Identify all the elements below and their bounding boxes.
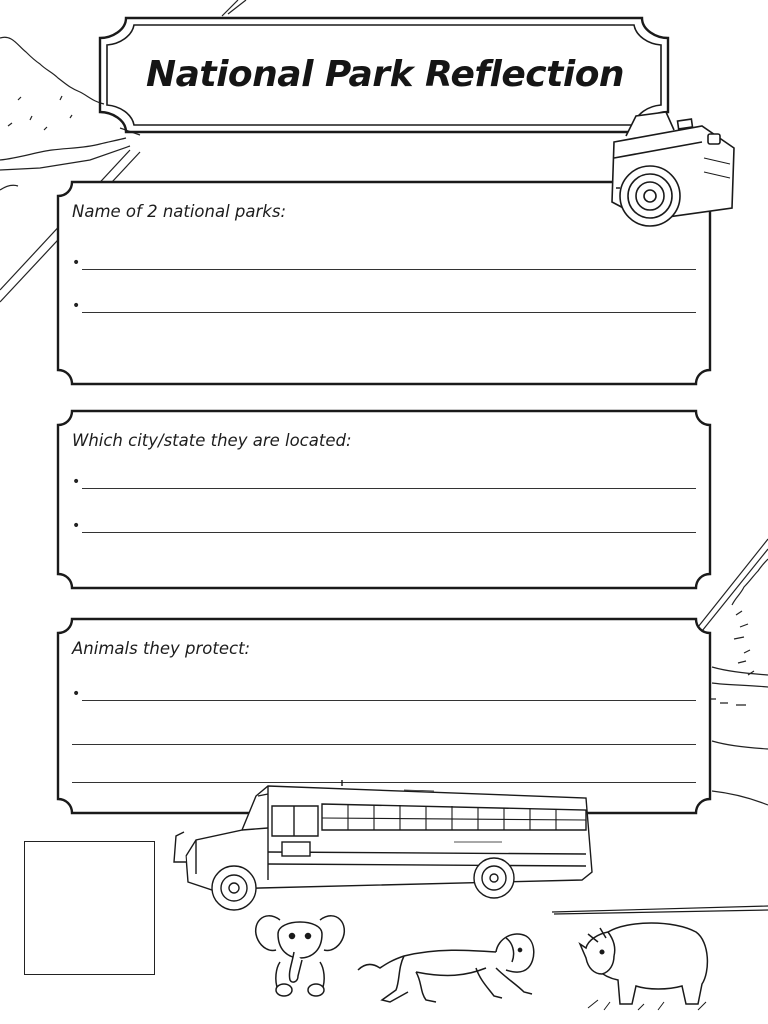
bullet-mark: • — [72, 255, 81, 271]
camera-icon — [606, 108, 740, 230]
answer-line[interactable] — [72, 687, 696, 701]
elephant-icon — [252, 906, 348, 998]
question-box-location — [56, 409, 712, 590]
page-title: National Park Reflection — [145, 54, 625, 95]
answer-line[interactable] — [72, 519, 696, 533]
school-bus-icon — [172, 776, 596, 914]
bullet-mark: • — [72, 474, 81, 490]
answer-line[interactable] — [72, 731, 696, 745]
drawing-box[interactable] — [24, 841, 155, 975]
bullet-mark: • — [72, 298, 81, 314]
divider-lines — [548, 904, 768, 916]
lion-icon — [356, 928, 538, 1006]
rhino-icon — [578, 918, 714, 1014]
bullet-mark: • — [72, 518, 81, 534]
bullet-mark: • — [72, 686, 81, 702]
answer-line[interactable] — [72, 475, 696, 489]
question-label-animals: Animals they protect: — [72, 639, 251, 658]
answer-line[interactable] — [72, 256, 696, 270]
question-label-location: Which city/state they are located: — [72, 431, 352, 450]
answer-line[interactable] — [72, 299, 696, 313]
question-label-parks: Name of 2 national parks: — [72, 202, 287, 221]
